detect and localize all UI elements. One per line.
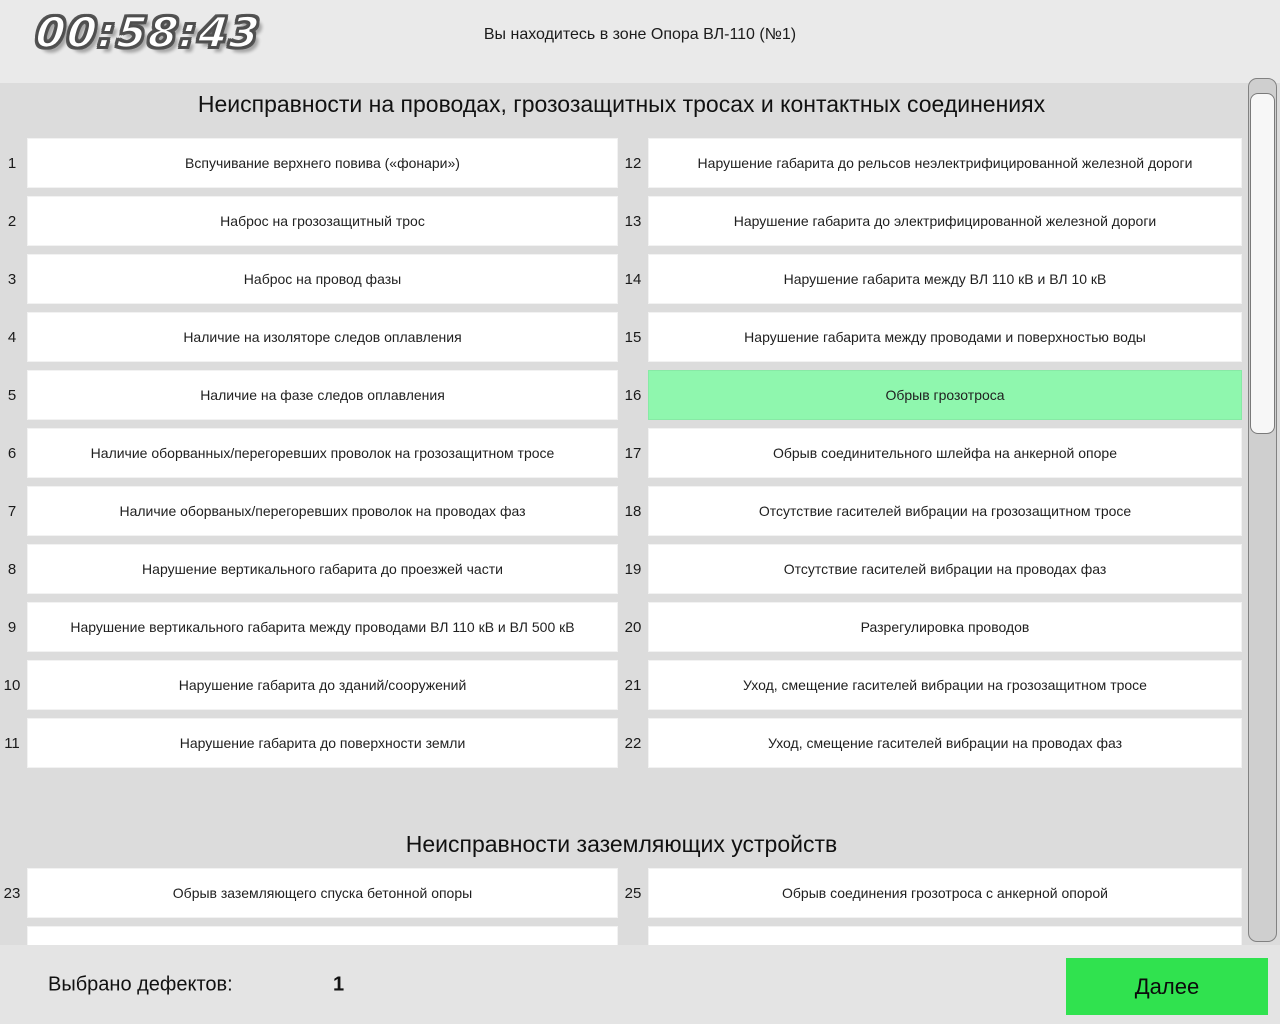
defect-row[interactable] — [620, 486, 1242, 536]
defect-number: 1 — [7, 154, 17, 172]
defect-row[interactable] — [620, 660, 1242, 710]
defect-label[interactable]: Вспучивание верхнего повива («фонари») — [27, 138, 618, 188]
defect-row[interactable] — [0, 312, 618, 362]
defect-number: 23 — [3, 884, 21, 902]
defect-row[interactable] — [0, 428, 618, 478]
defect-row[interactable] — [0, 486, 618, 536]
defect-number: 13 — [624, 212, 642, 230]
defect-label[interactable]: Обрыв заземляющего спуска бетонной опоры — [27, 868, 618, 918]
defect-row[interactable] — [620, 868, 1242, 918]
defect-row[interactable] — [620, 602, 1242, 652]
defect-number — [620, 926, 646, 945]
defect-number: 6 — [7, 444, 17, 462]
section-title-grounding: Неисправности заземляющих устройств — [405, 831, 838, 857]
defect-row[interactable] — [0, 660, 618, 710]
defect-label[interactable]: Уход, смещение гасителей вибрации на грозозащитном тросе — [648, 660, 1242, 710]
defect-label[interactable]: Наброс на грозозащитный трос — [27, 196, 618, 246]
defect-number: 3 — [7, 270, 17, 288]
defect-label[interactable]: Разрегулировка проводов — [648, 602, 1242, 652]
defect-label[interactable]: Нарушение габарита до зданий/сооружений — [27, 660, 618, 710]
defect-label[interactable]: Наличие на фазе следов оплавления — [27, 370, 618, 420]
defect-number: 10 — [3, 676, 21, 694]
top-bar — [0, 0, 1280, 83]
defect-row[interactable] — [0, 868, 618, 918]
defect-number: 15 — [624, 328, 642, 346]
defect-row[interactable] — [620, 254, 1242, 304]
defect-row[interactable] — [620, 196, 1242, 246]
defect-row[interactable] — [0, 602, 618, 652]
defect-number — [0, 926, 24, 945]
defect-number: 4 — [7, 328, 17, 346]
defect-number: 19 — [624, 560, 642, 578]
defect-label[interactable]: Нарушение габарита до поверхности земли — [27, 718, 618, 768]
defect-label[interactable]: Нарушение габарита до рельсов неэлектрифицированной железной дороги — [648, 138, 1242, 188]
defect-row[interactable] — [620, 428, 1242, 478]
section-title-wires: Неисправности на проводах, грозозащитных тросах и контактных соединениях — [197, 91, 1046, 117]
timer-display: 00:58:43 — [33, 8, 264, 57]
vertical-scrollbar[interactable] — [1248, 78, 1277, 942]
defect-row[interactable] — [620, 312, 1242, 362]
defect-number: 12 — [624, 154, 642, 172]
defect-label[interactable]: Отсутствие гасителей вибрации на грозозащитном тросе — [648, 486, 1242, 536]
defect-number: 7 — [7, 502, 17, 520]
defect-row-partial[interactable] — [0, 926, 618, 945]
defect-label[interactable]: Нарушение габарита между ВЛ 110 кВ и ВЛ 10 кВ — [648, 254, 1242, 304]
defect-row[interactable] — [0, 196, 618, 246]
defect-label[interactable] — [648, 926, 1242, 945]
defect-number: 16 — [624, 386, 642, 404]
defect-number: 8 — [7, 560, 17, 578]
defect-number: 21 — [624, 676, 642, 694]
defect-label[interactable]: Уход, смещение гасителей вибрации на проводах фаз — [648, 718, 1242, 768]
defect-label[interactable]: Нарушение габарита до электрифицированной железной дороги — [648, 196, 1242, 246]
defects-scroll-area — [0, 83, 1280, 945]
defect-number: 2 — [7, 212, 17, 230]
defect-label[interactable]: Наброс на провод фазы — [27, 254, 618, 304]
defect-label[interactable]: Наличие оборванных/перегоревших проволок на грозозащитном тросе — [27, 428, 618, 478]
defect-label[interactable]: Нарушение вертикального габарита между проводами ВЛ 110 кВ и ВЛ 500 кВ — [27, 602, 618, 652]
defect-row[interactable] — [0, 254, 618, 304]
defect-label[interactable] — [27, 926, 618, 945]
defect-label[interactable]: Обрыв соединительного шлейфа на анкерной опоре — [648, 428, 1242, 478]
defect-number: 11 — [4, 734, 20, 752]
defect-label[interactable]: Наличие оборваных/перегоревших проволок на проводах фаз — [27, 486, 618, 536]
defect-number: 14 — [624, 270, 642, 288]
defect-label[interactable]: Отсутствие гасителей вибрации на проводах фаз — [648, 544, 1242, 594]
defect-number: 9 — [7, 618, 17, 636]
defect-label[interactable]: Обрыв грозотроса — [648, 370, 1242, 420]
defect-row[interactable] — [620, 718, 1242, 768]
defect-number: 18 — [624, 502, 642, 520]
zone-status-text: Вы находитесь в зоне Опора ВЛ-110 (№1) — [483, 26, 797, 43]
defect-label[interactable]: Обрыв соединения грозотроса с анкерной опорой — [648, 868, 1242, 918]
defect-row-selected[interactable] — [620, 370, 1242, 420]
defect-row[interactable] — [0, 138, 618, 188]
defect-number: 25 — [624, 884, 642, 902]
defect-number: 17 — [624, 444, 642, 462]
bottom-bar — [0, 945, 1280, 1024]
scrollbar-thumb[interactable] — [1250, 93, 1275, 434]
defect-row[interactable] — [620, 138, 1242, 188]
defect-label[interactable]: Нарушение вертикального габарита до проезжей части — [27, 544, 618, 594]
selected-defects-count: 1 — [333, 973, 345, 995]
selected-defects-label: Выбрано дефектов: — [48, 973, 233, 995]
defect-row[interactable] — [0, 370, 618, 420]
defect-label[interactable]: Наличие на изоляторе следов оплавления — [27, 312, 618, 362]
defect-row[interactable] — [620, 544, 1242, 594]
defect-number: 20 — [624, 618, 642, 636]
defect-number: 22 — [624, 734, 642, 752]
defect-row[interactable] — [0, 544, 618, 594]
defect-number: 5 — [7, 386, 17, 404]
next-button[interactable]: Далее — [1066, 958, 1268, 1015]
defect-row[interactable] — [0, 718, 618, 768]
defect-label[interactable]: Нарушение габарита между проводами и поверхностью воды — [648, 312, 1242, 362]
defect-row-partial[interactable] — [620, 926, 1242, 945]
